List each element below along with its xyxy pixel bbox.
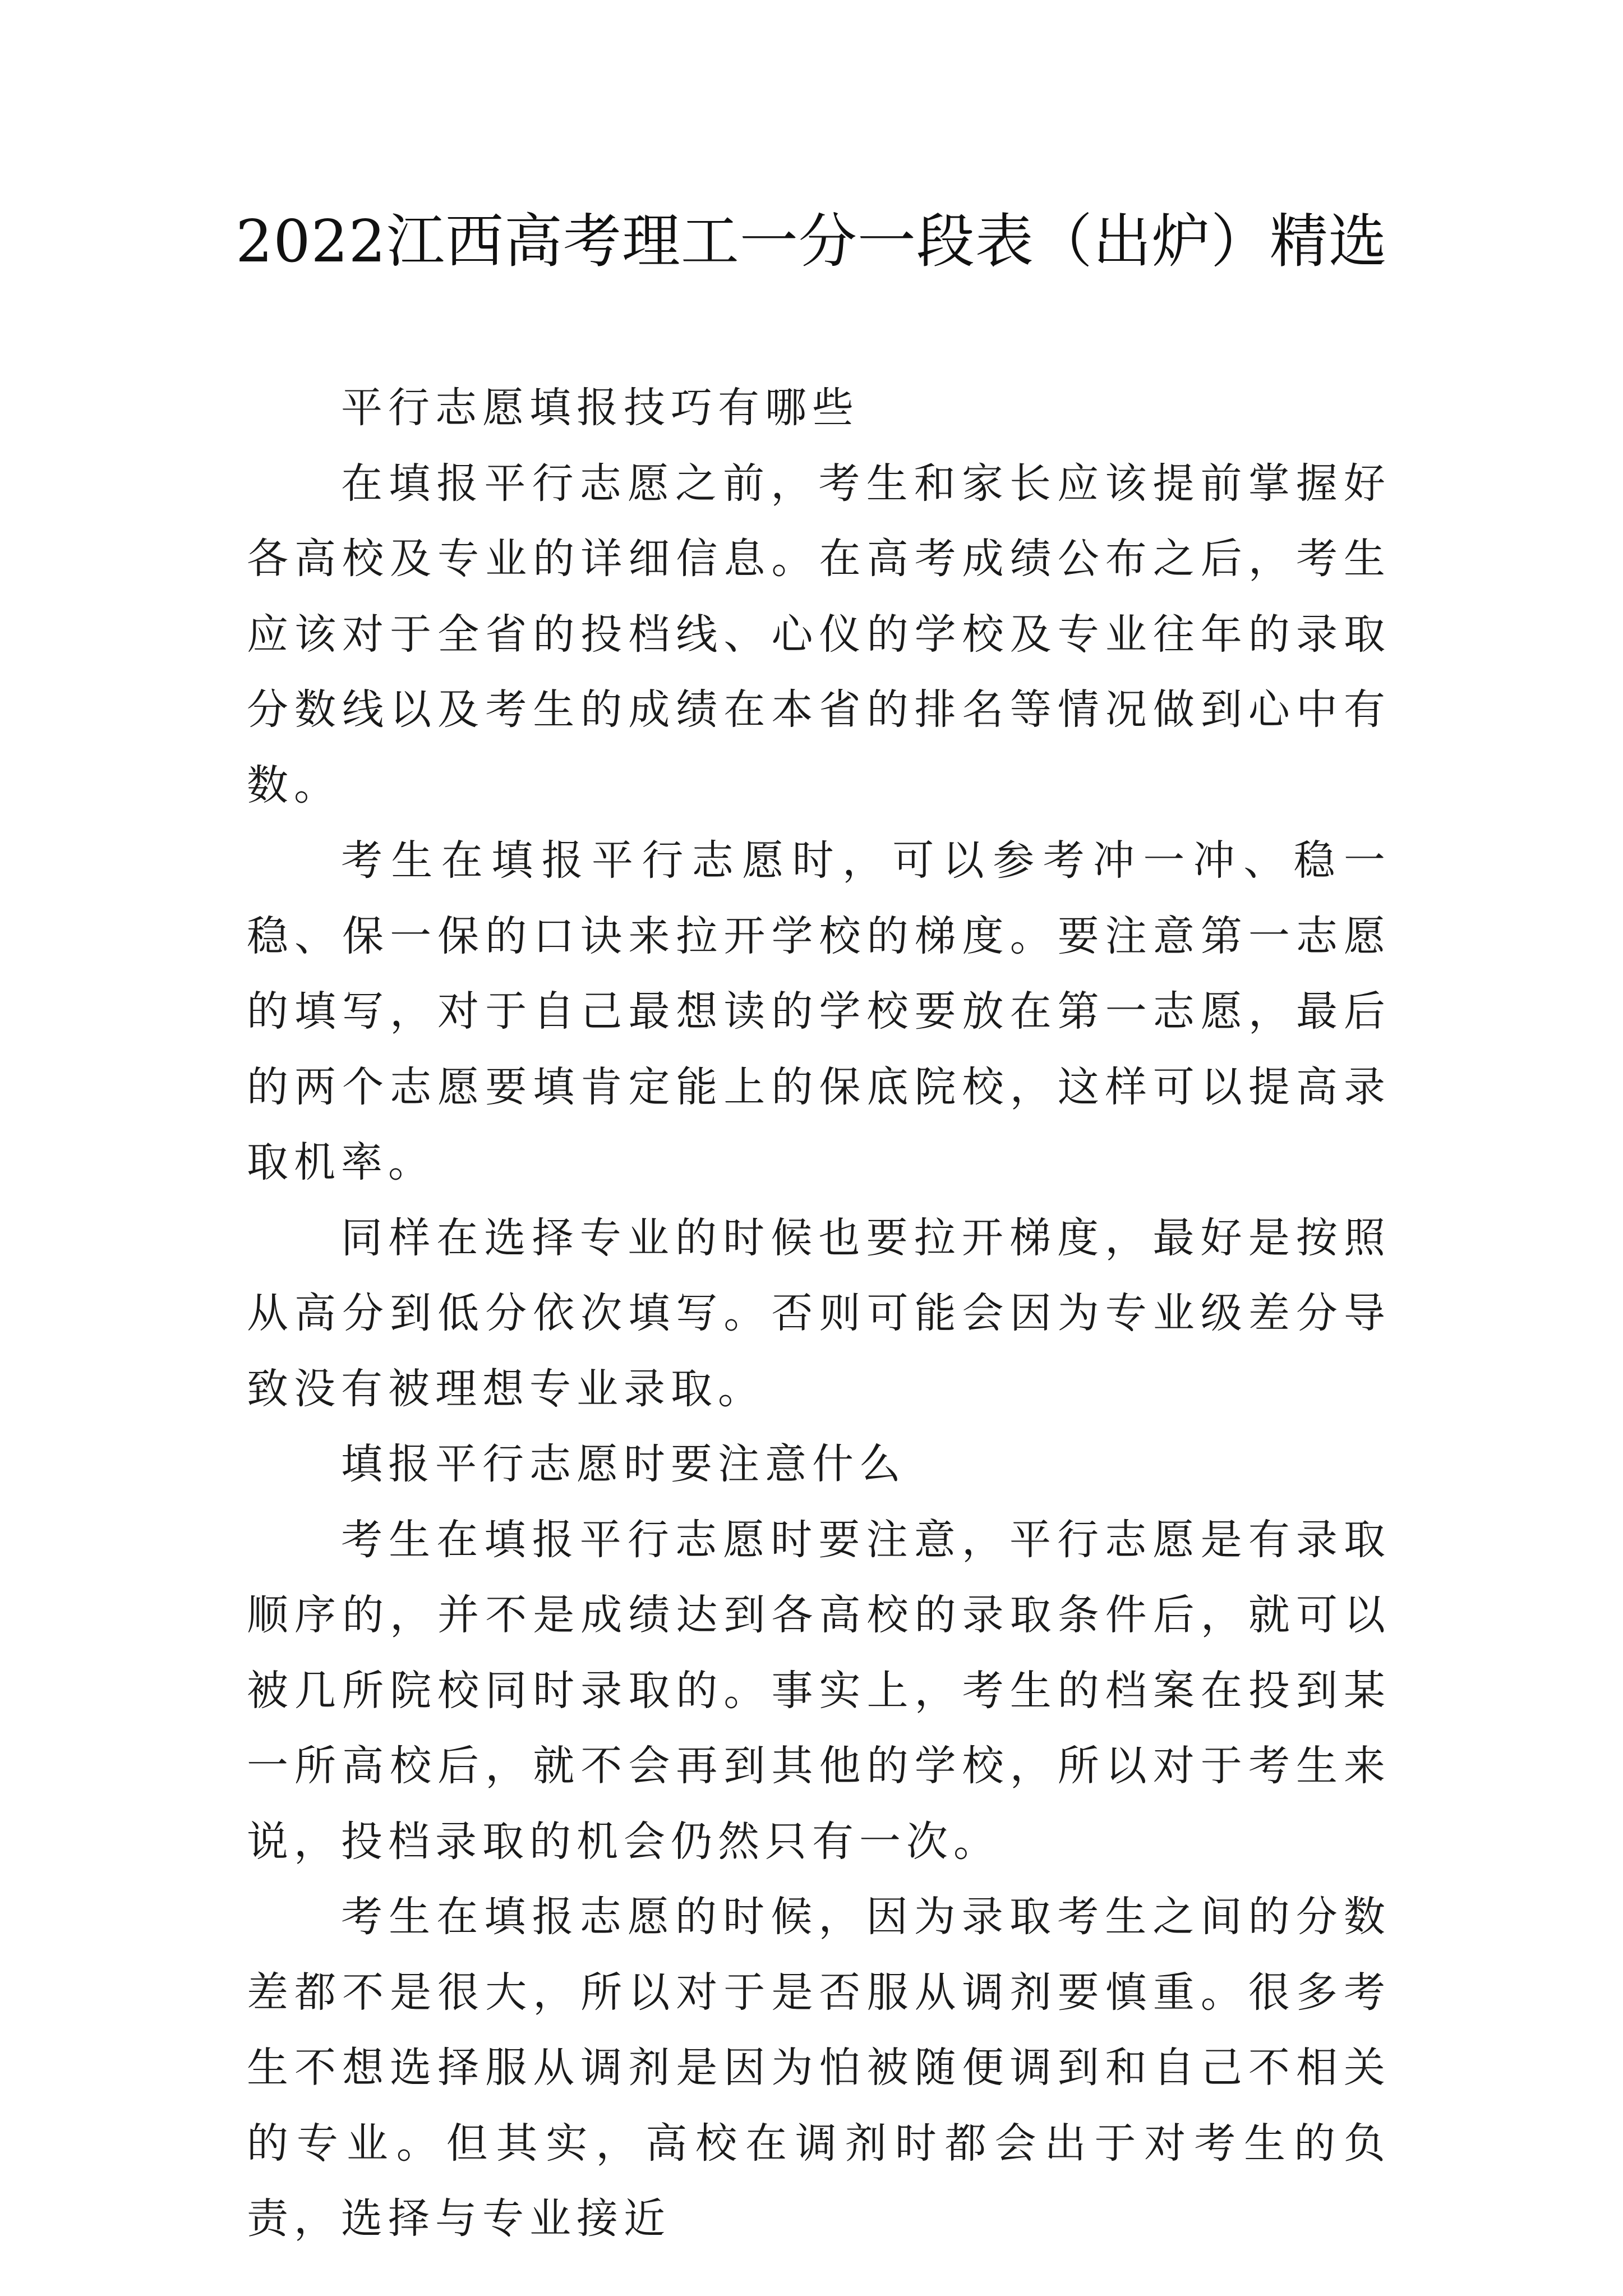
paragraph: 在填报平行志愿之前，考生和家长应该提前掌握好各高校及专业的详细信息。在高考成绩公布之后，考生应该对于全省的投档线、心仪的学校及专业往年的录取分数线以及考生的成绩在本省的排名等情况做到心中有数。: [247, 459, 1391, 809]
document-title: 2022江西高考理工一分一段表（出炉）精选: [236, 207, 1387, 275]
document-body: [247, 370, 1391, 2257]
paragraph: 同样在选择专业的时候也要拉开梯度，最好是按照从高分到低分依次填写。否则可能会因为专业级差分导致没有被理想专业录取。: [247, 1213, 1391, 1413]
paragraph: 考生在填报志愿的时候，因为录取考生之间的分数差都不是很大，所以对于是否服从调剂要慎重。很多考生不想选择服从调剂是因为怕被随便调到和自己不相关的专业。但其实，高校在调剂时都会出于对考生的负责，选择与专业接近: [247, 1893, 1391, 2243]
section-heading-precautions: 填报平行志愿时要注意什么: [341, 1440, 906, 1488]
paragraph: 考生在填报平行志愿时要注意，平行志愿是有录取顺序的，并不是成绩达到各高校的录取条件后，就可以被几所院校同时录取的。事实上，考生的档案在投到某一所高校后，就不会再到其他的学校，所以对于考生来说，投档录取的机会仍然只有一次。: [247, 1515, 1391, 1866]
paragraph: 考生在填报平行志愿时，可以参考冲一冲、稳一稳、保一保的口诀来拉开学校的梯度。要注意第一志愿的填写，对于自己最想读的学校要放在第一志愿，最后的两个志愿要填肯定能上的保底院校，这样可以提高录取机率。: [247, 836, 1391, 1186]
section-heading-techniques: 平行志愿填报技巧有哪些: [341, 384, 859, 432]
